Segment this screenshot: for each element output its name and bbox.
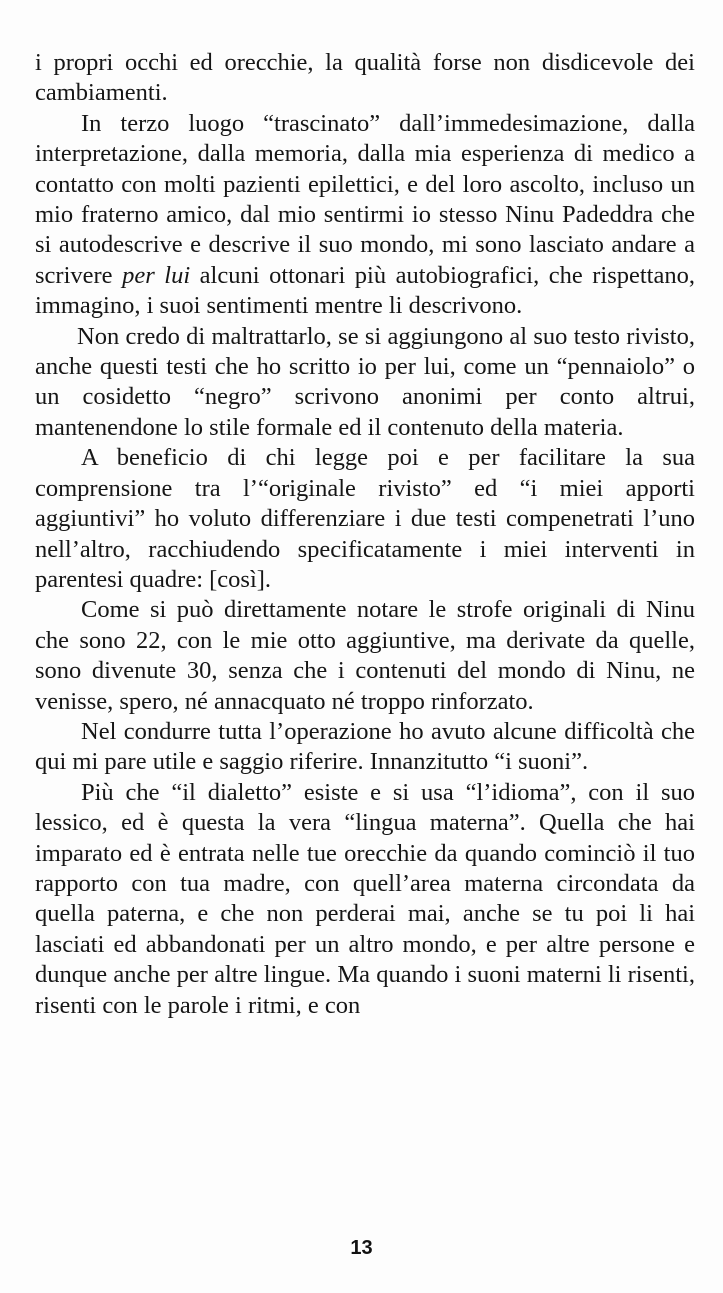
text-run: alcuni ottonari più autobiografici, che rispettano, immagino, i suoi sentimenti mentre li descrivono. xyxy=(35,261,695,320)
text-run: A beneficio di chi legge poi e per facilitare la sua comprensione tra l’“originale rivisto” ed “i miei apporti aggiuntivi” ho voluto differenziare i due testi compenetrati l’uno nell’altro, racchiudendo specificatamente i miei interventi in parentesi quadre: [così]. xyxy=(35,444,695,593)
text-run: In terzo luogo “trascinato” dall’immedesimazione, dalla interpretazione, dalla memoria, dalla mia esperienza di medico a contatto con molti pazienti epilettici, e del loro ascolto, incluso un mio fraterno amico, dal mio sentirmi io stesso Ninu Padeddra che si autodescrive e descrive il suo mondo, mi sono lasciato andare a scrivere xyxy=(35,109,695,289)
paragraph xyxy=(35,322,695,444)
paragraph xyxy=(35,717,695,778)
paragraph xyxy=(35,595,695,717)
paragraph xyxy=(35,48,695,109)
page-number: 13 xyxy=(350,1237,373,1259)
text-run: Come si può direttamente notare le strofe originali di Ninu che sono 22, con le mie otto aggiuntive, ma derivate da quelle, sono divenute 30, senza che i contenuti del mondo di Ninu, ne venisse, spero, né annacquato né troppo rinforzato. xyxy=(35,596,695,715)
text-run: Più che “il dialetto” esiste e si usa “l’idioma”, con il suo lessico, ed è questa la vera “lingua materna”. Quella che hai imparato ed è entrata nelle tue orecchie da quando cominciò il tuo rapporto con tua madre, con quell’area materna circondata da quella paterna, e che non perderai mai, anche se tu poi li hai lasciati ed abbandonati per un altro mondo, e per altre persone e dunque anche per altre lingue. Ma quando i suoni materni li risenti, risenti con le parole i ritmi, e con xyxy=(35,778,695,1019)
body-text xyxy=(35,48,695,1021)
text-run: i propri occhi ed orecchie, la qualità forse non disdicevole dei cambiamenti. xyxy=(35,49,695,107)
italic-text-run: per lui xyxy=(122,261,191,289)
paragraph xyxy=(35,109,695,322)
paragraph xyxy=(35,443,695,595)
text-run: Nel condurre tutta l’operazione ho avuto alcune difficoltà che qui mi pare utile e saggio riferire. Innanzitutto “i suoni”. xyxy=(35,717,695,776)
text-run: Non credo di maltrattarlo, se si aggiungono al suo testo rivisto, anche questi testi che ho scritto io per lui, come un “pennaiolo” o un cosidetto “negro” scrivono anonimi per conto altrui, mantenendone lo stile formale ed il contenuto della materia. xyxy=(35,322,695,441)
paragraph xyxy=(35,778,695,1021)
